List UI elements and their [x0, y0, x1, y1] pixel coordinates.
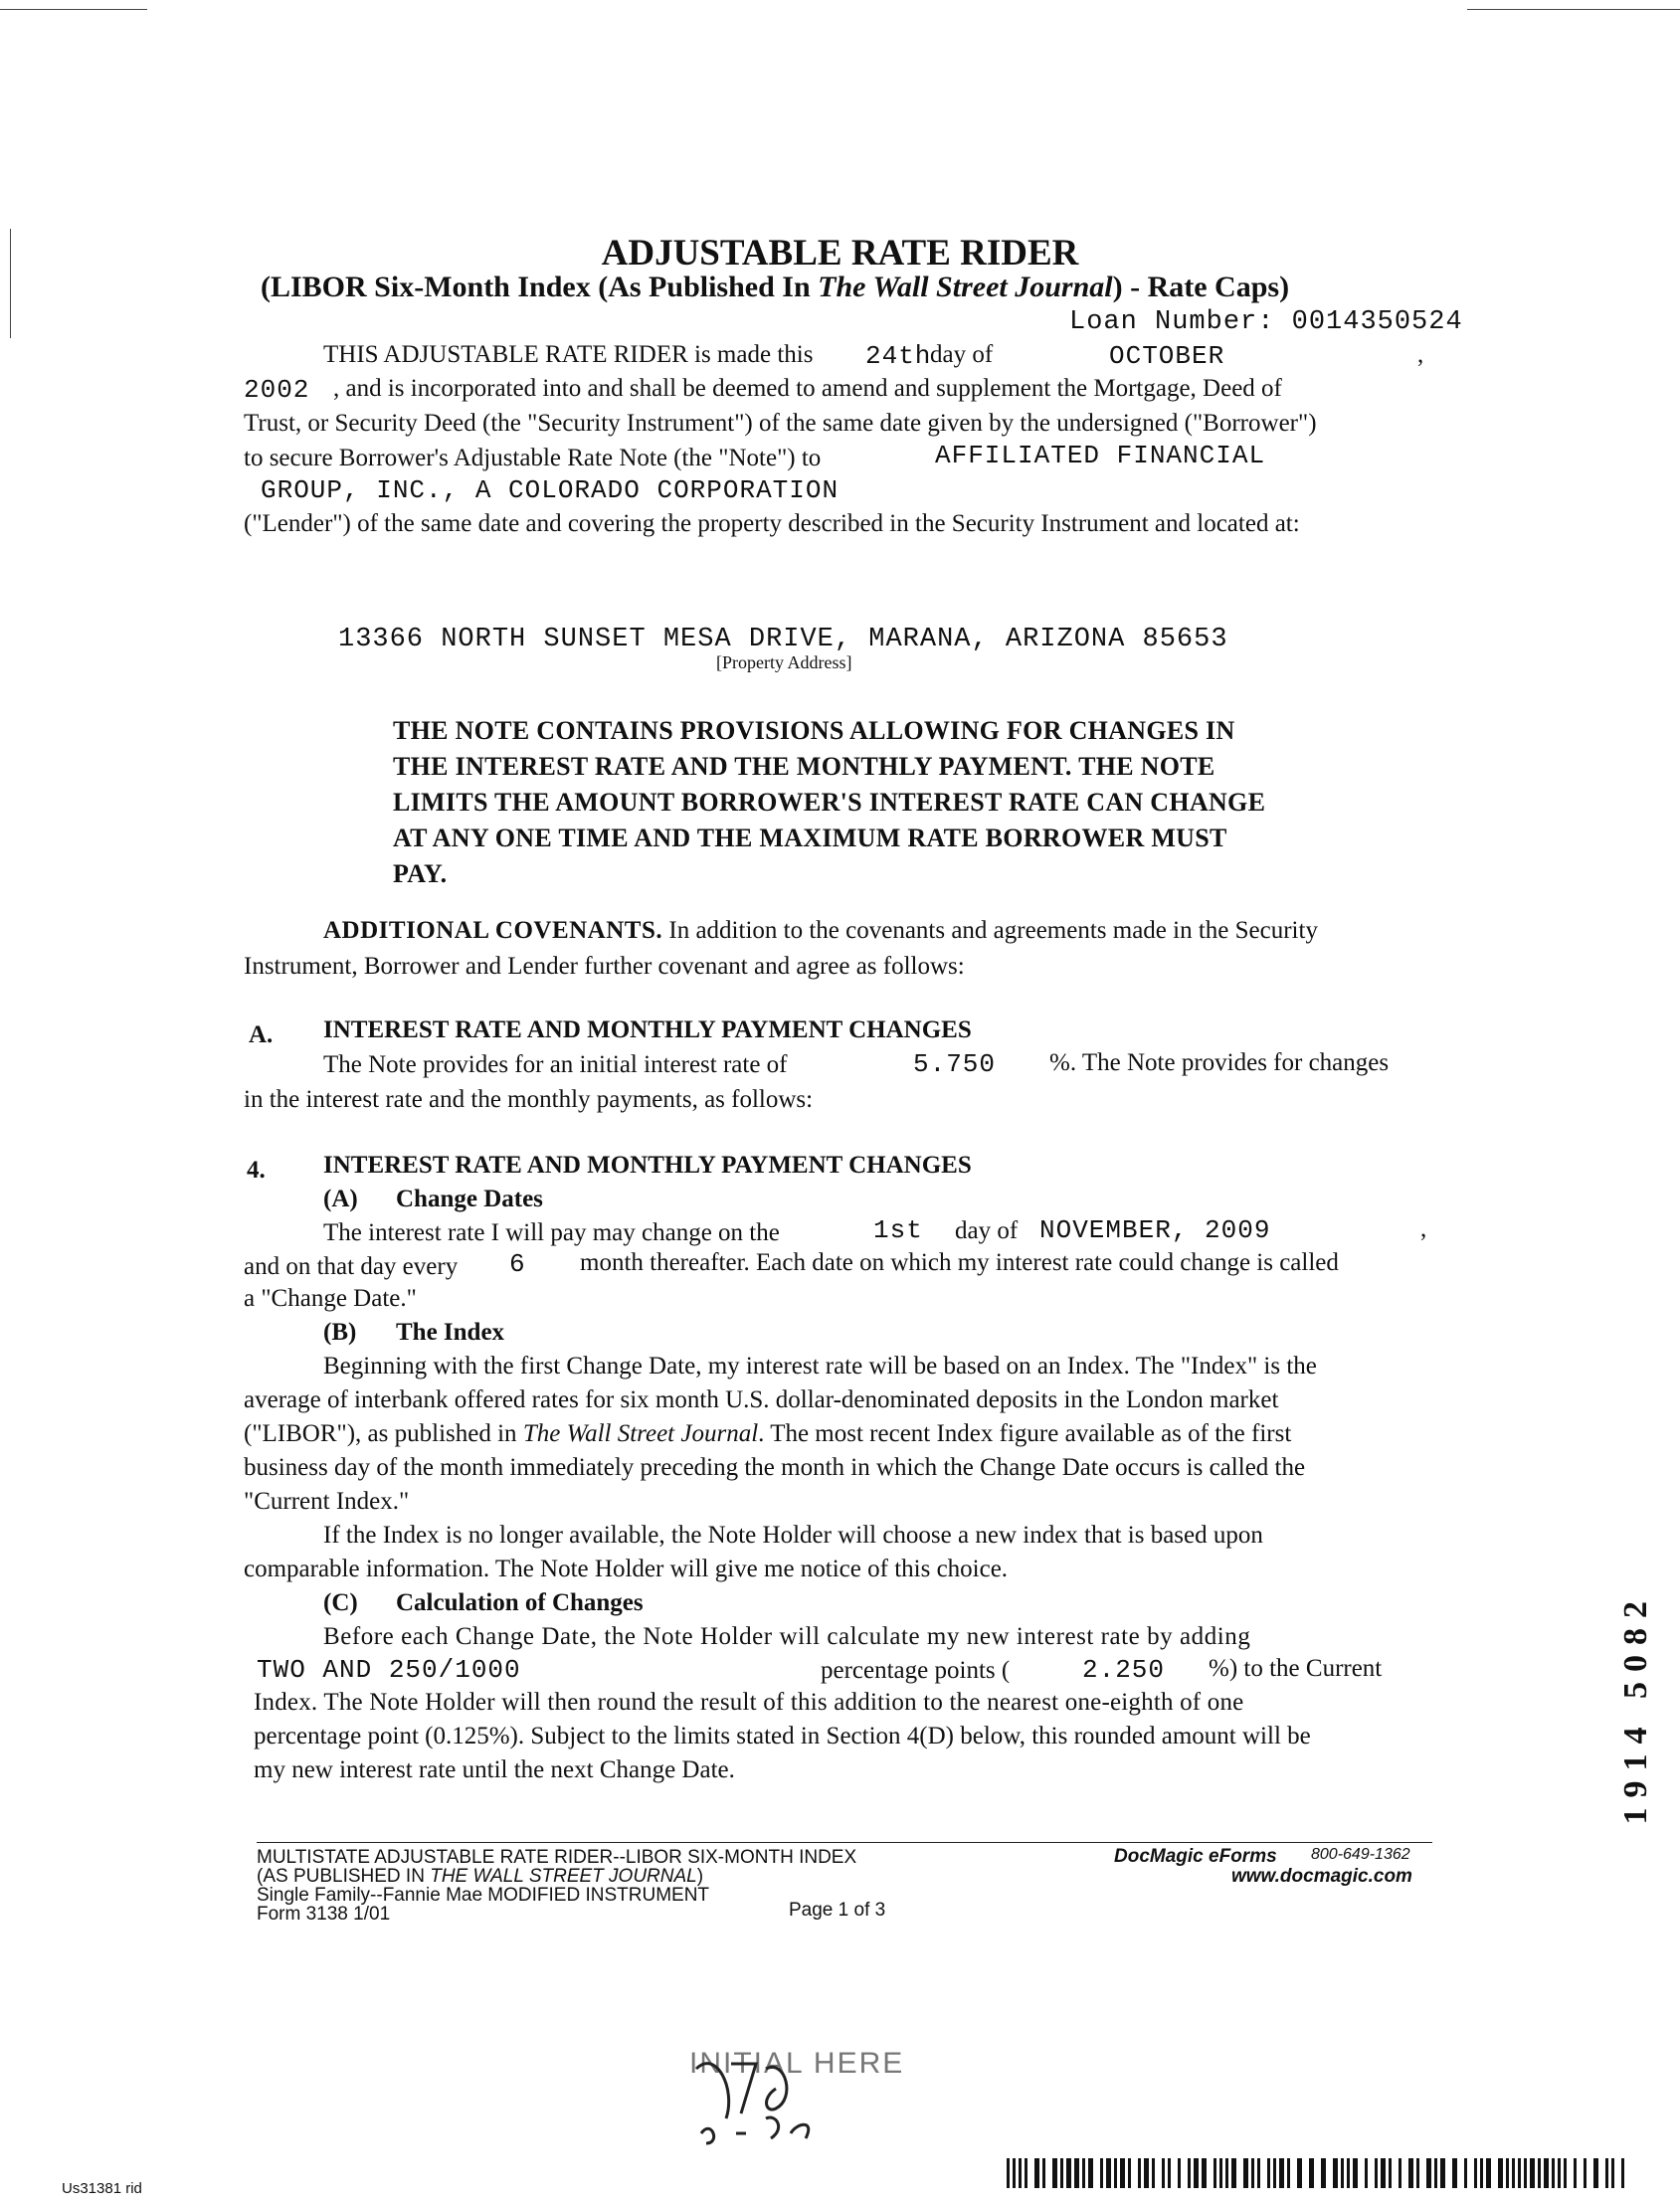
- margin-words: TWO AND 250/1000: [257, 1655, 521, 1685]
- subsection-b-title: The Index: [396, 1319, 505, 1346]
- section-a-line-1a: The Note provides for an initial interest rate of: [323, 1051, 788, 1078]
- loan-number: Loan Number: 0014350524: [1069, 307, 1463, 337]
- notice-line-1: THE NOTE CONTAINS PROVISIONS ALLOWING FOR CHANGES IN: [393, 716, 1235, 745]
- calc-line-5: my new interest rate until the next Change Date.: [254, 1756, 735, 1783]
- lender-name-2: GROUP, INC., A COLORADO CORPORATION: [261, 475, 840, 505]
- index-line-1: Beginning with the first Change Date, my interest rate will be based on an Index. The "Index" is the: [323, 1353, 1317, 1379]
- page-subtitle: (LIBOR Six-Month Index (As Published In The Wall Street Journal) - Rate Caps): [261, 271, 1290, 303]
- change-dates-line-2b: month thereafter. Each date on which my interest rate could change is called: [580, 1249, 1339, 1276]
- intro-year: 2002: [244, 375, 310, 405]
- change-dates-line-3: a "Change Date.": [244, 1285, 417, 1312]
- footer-rule: [257, 1842, 1432, 1843]
- barcode: [1007, 2158, 1631, 2188]
- section-a-letter: A.: [249, 1021, 274, 1048]
- calc-line-1: Before each Change Date, the Note Holder will calculate my new interest rate by adding: [323, 1623, 1251, 1650]
- page-number: Page 1 of 3: [789, 1900, 886, 1921]
- index-line-6: If the Index is no longer available, the Note Holder will choose a new index that is based upon: [323, 1522, 1263, 1549]
- document-code: Us31381 rid: [62, 2180, 142, 2197]
- initials-label: INITIAL HERE: [689, 2047, 905, 2080]
- intro-line-4: to secure Borrower's Adjustable Rate Note (the "Note") to: [244, 445, 822, 471]
- form-line-3: Single Family--Fannie Mae MODIFIED INSTRUMENT: [257, 1885, 710, 1906]
- index-line-2: average of interbank offered rates for six month U.S. dollar-denominated deposits in the London market: [244, 1386, 1279, 1413]
- change-dates-line-1a: The interest rate I will pay may change on the: [323, 1219, 780, 1246]
- form-line-1: MULTISTATE ADJUSTABLE RATE RIDER--LIBOR SIX-MONTH INDEX: [257, 1847, 857, 1868]
- lender-name-1: AFFILIATED FINANCIAL: [935, 441, 1266, 470]
- vendor-name: DocMagic eForms: [1114, 1846, 1277, 1867]
- property-address: 13366 NORTH SUNSET MESA DRIVE, MARANA, ARIZONA 85653: [338, 625, 1228, 654]
- notice-line-3: LIMITS THE AMOUNT BORROWER'S INTEREST RATE CAN CHANGE: [393, 788, 1266, 817]
- property-address-label: [Property Address]: [716, 652, 852, 672]
- vendor-phone: 800-649-1362: [1311, 1846, 1410, 1863]
- top-rule-left: [0, 9, 147, 10]
- change-dates-line-1b: day of: [955, 1217, 1019, 1244]
- initial-rate: 5.750: [913, 1049, 997, 1079]
- section-a-heading: INTEREST RATE AND MONTHLY PAYMENT CHANGES: [323, 1016, 972, 1043]
- calc-line-4: percentage point (0.125%). Subject to the limits stated in Section 4(D) below, this rounded amount will be: [254, 1723, 1311, 1749]
- calc-line-2a: percentage points (: [821, 1657, 1011, 1684]
- section-4-heading: INTEREST RATE AND MONTHLY PAYMENT CHANGES: [323, 1152, 972, 1179]
- section-4-number: 4.: [247, 1157, 266, 1184]
- section-a-line-1b: %. The Note provides for changes: [1049, 1049, 1390, 1076]
- first-change-day: 1st: [873, 1215, 923, 1245]
- intro-line-2: , and is incorporated into and shall be deemed to amend and supplement the Mortgage, Deed of: [333, 375, 1282, 402]
- change-dates-line-2a: and on that day every: [244, 1253, 459, 1280]
- handwritten-initials: [676, 2039, 875, 2148]
- covenants-line-1: ADDITIONAL COVENANTS. In addition to the covenants and agreements made in the Security: [323, 917, 1318, 944]
- subsection-c-title: Calculation of Changes: [396, 1589, 644, 1616]
- subsection-b-label: (B): [323, 1319, 357, 1346]
- calc-line-3: Index. The Note Holder will then round the result of this addition to the nearest one-eighth of one: [254, 1689, 1244, 1716]
- intro-line-6: ("Lender") of the same date and covering the property described in the Security Instrument and located at:: [244, 510, 1300, 537]
- intro-day: 24th: [865, 341, 932, 371]
- notice-line-2: THE INTEREST RATE AND THE MONTHLY PAYMENT. THE NOTE: [393, 752, 1215, 781]
- subsection-a-label: (A): [323, 1186, 358, 1212]
- change-dates-comma: ,: [1420, 1215, 1427, 1242]
- intro-line-3: Trust, or Security Deed (the "Security Instrument") of the same date given by the undersigned ("Borrower"): [244, 410, 1317, 437]
- index-line-5: "Current Index.": [244, 1488, 410, 1515]
- change-interval-months: 6: [509, 1249, 526, 1279]
- intro-month: OCTOBER: [1109, 341, 1225, 371]
- notice-line-5: PAY.: [393, 859, 448, 888]
- margin-rate: 2.250: [1082, 1655, 1166, 1685]
- calc-line-2b: %) to the Current: [1209, 1655, 1383, 1682]
- page-title: ADJUSTABLE RATE RIDER: [601, 233, 1079, 274]
- covenants-line-2: Instrument, Borrower and Lender further covenant and agree as follows:: [244, 953, 965, 980]
- vendor-website: www.docmagic.com: [1231, 1866, 1412, 1887]
- intro-line-1b: day of: [930, 341, 994, 368]
- index-line-7: comparable information. The Note Holder will give me notice of this choice.: [244, 1556, 1009, 1582]
- subsection-c-label: (C): [323, 1589, 358, 1616]
- form-line-2: (AS PUBLISHED IN THE WALL STREET JOURNAL): [257, 1866, 704, 1887]
- section-a-line-2: in the interest rate and the monthly payments, as follows:: [244, 1086, 814, 1113]
- top-rule-right: [1467, 9, 1680, 10]
- index-line-4: business day of the month immediately preceding the month in which the Change Date occurs is called the: [244, 1454, 1306, 1481]
- first-change-date: NOVEMBER, 2009: [1039, 1215, 1271, 1245]
- notice-line-4: AT ANY ONE TIME AND THE MAXIMUM RATE BORROWER MUST: [393, 824, 1227, 852]
- intro-comma: ,: [1417, 341, 1424, 368]
- index-line-3: ("LIBOR"), as published in The Wall Street Journal. The most recent Index figure available as of the first: [244, 1420, 1292, 1447]
- subsection-a-title: Change Dates: [396, 1186, 543, 1212]
- form-number: Form 3138 1/01: [257, 1904, 391, 1925]
- side-number: 1914 5082: [1617, 1591, 1654, 1825]
- intro-line-1a: THIS ADJUSTABLE RATE RIDER is made this: [323, 341, 814, 368]
